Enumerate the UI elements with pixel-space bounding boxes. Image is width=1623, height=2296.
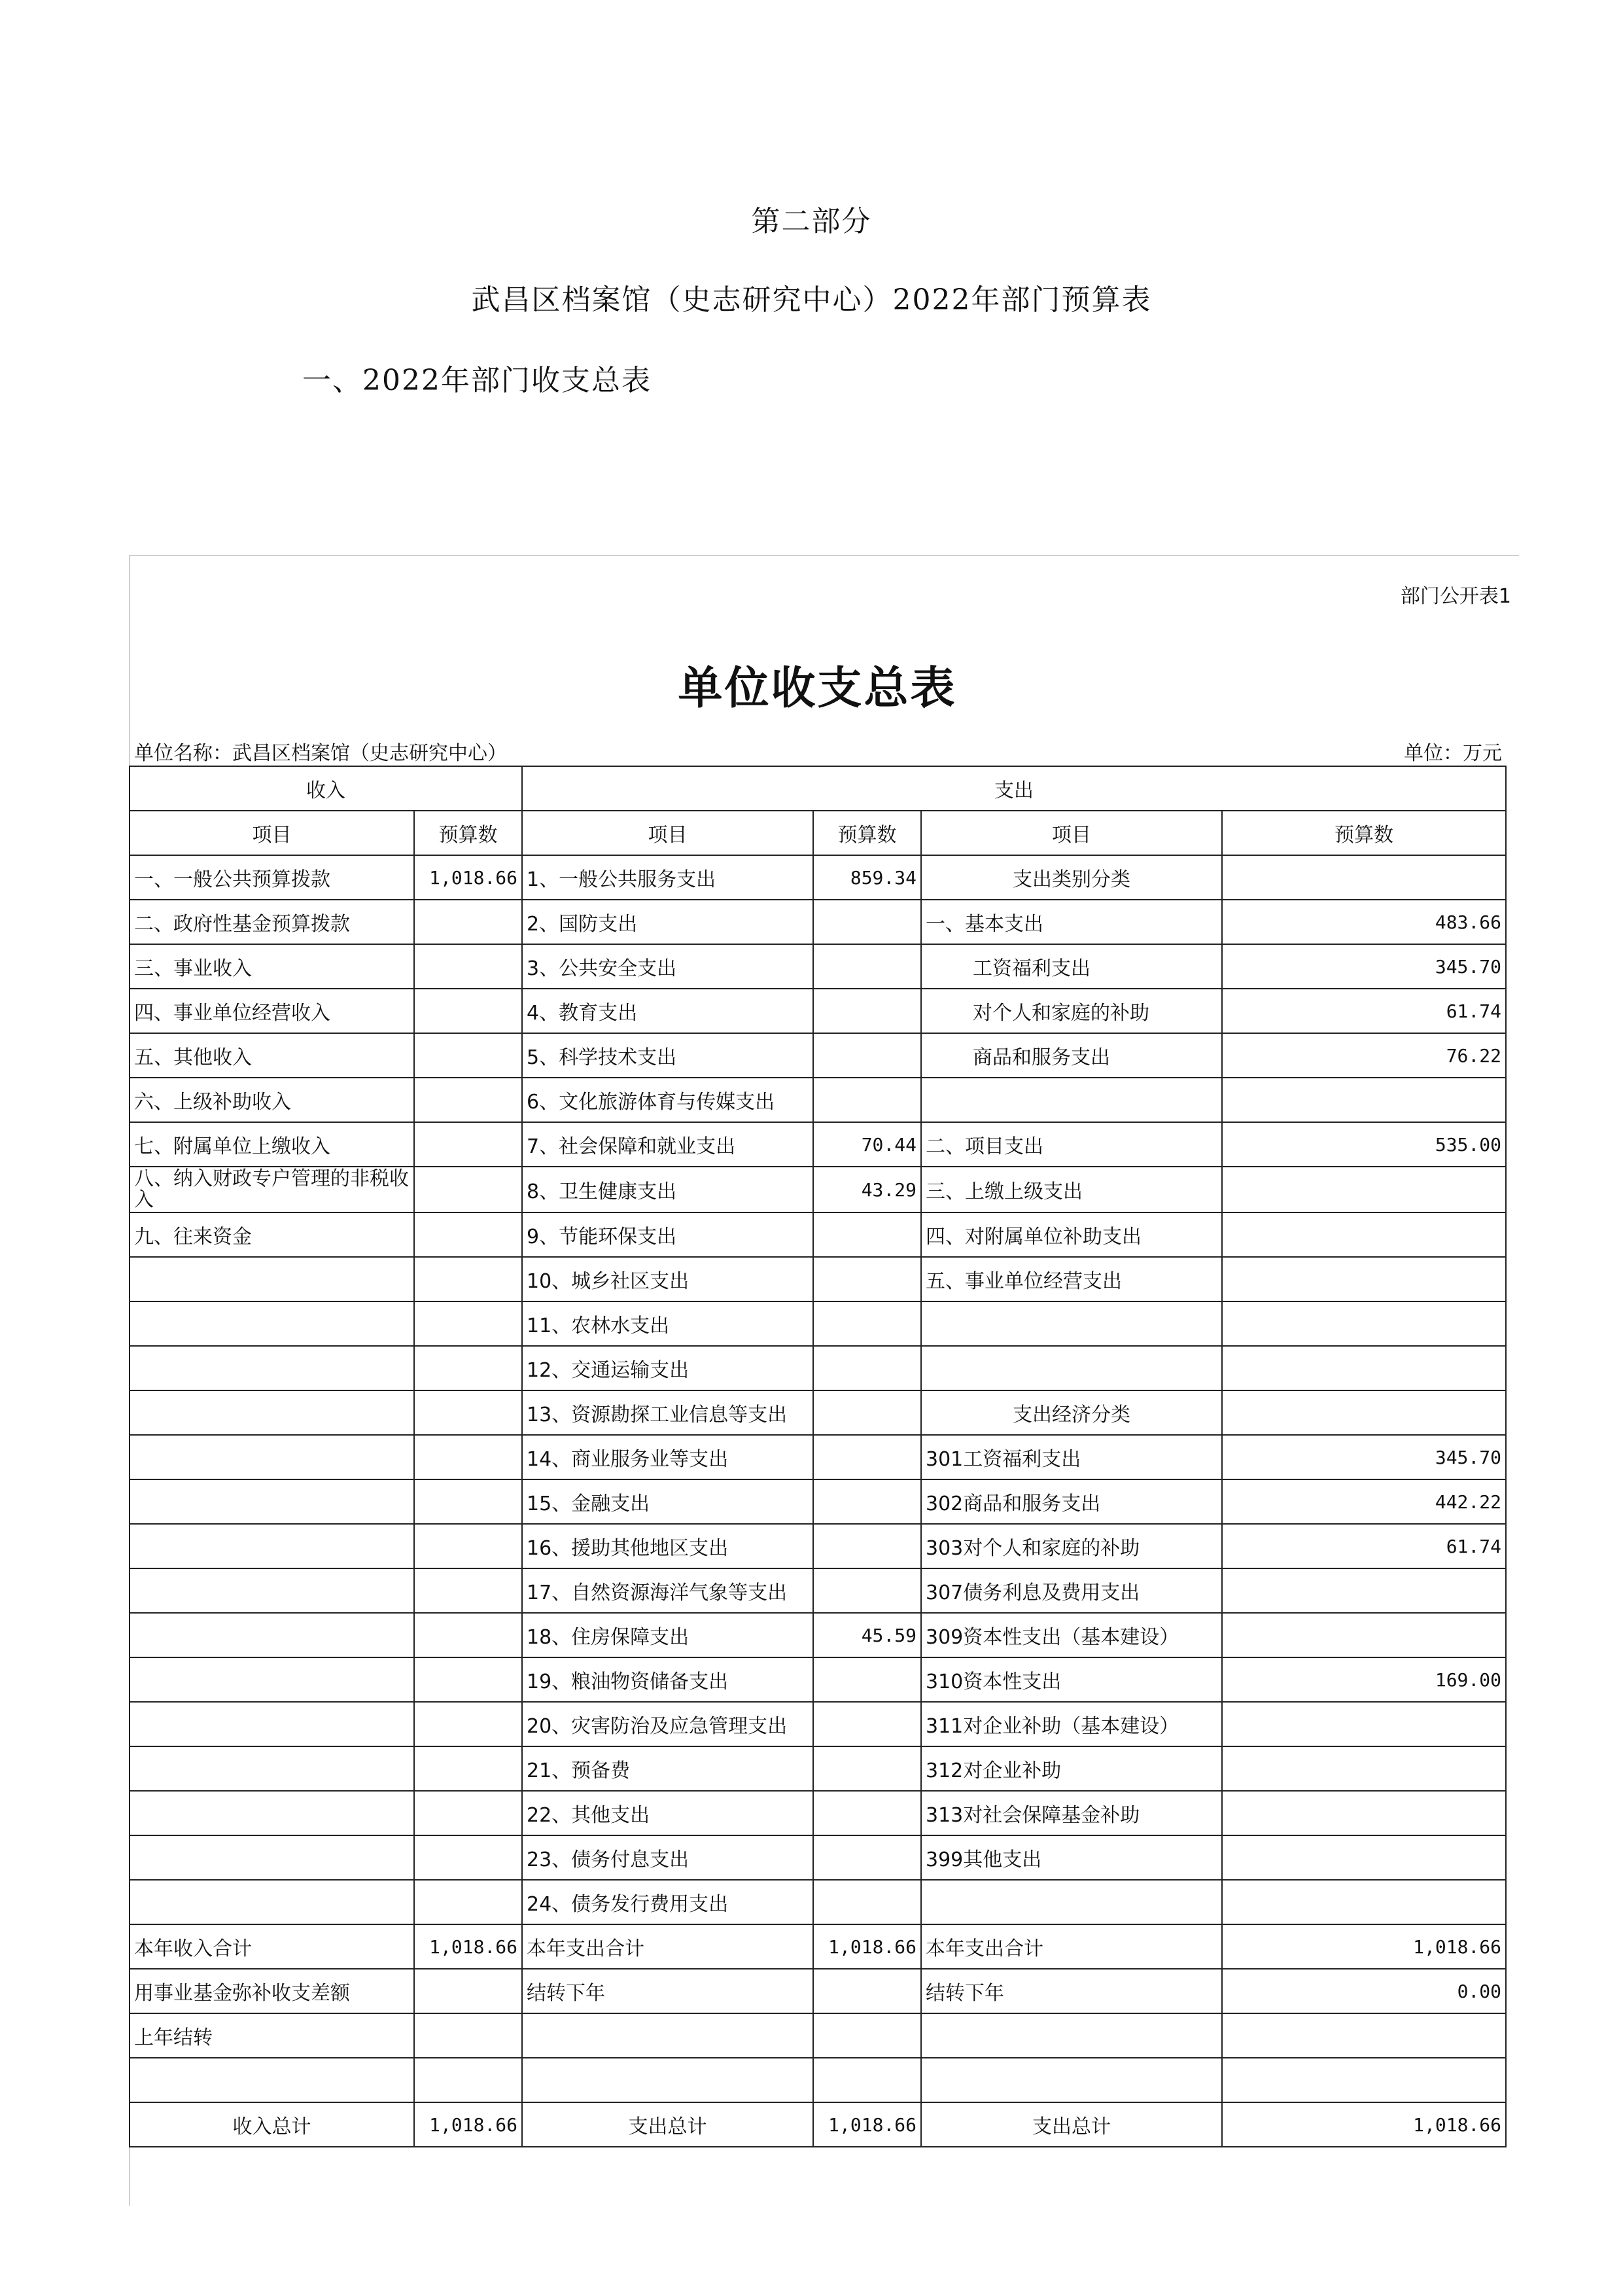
expense-category-amount-cell (1222, 2058, 1506, 2102)
expense-category-cell: 本年支出合计 (921, 1924, 1222, 1969)
income-amount-cell: 1,018.66 (414, 1924, 522, 1969)
expense-function-amount-cell (813, 1568, 921, 1613)
expense-function-amount-cell: 43.29 (813, 1167, 921, 1212)
income-item-cell (130, 1746, 414, 1791)
table-row (130, 1122, 1506, 1167)
expense-category-amount-cell (1222, 1746, 1506, 1791)
expense-category-cell: 工资福利支出 (921, 944, 1222, 989)
expense-function-cell: 24、债务发行费用支出 (522, 1880, 813, 1924)
table-row (130, 944, 1506, 989)
expense-function-amount-cell (813, 1479, 921, 1524)
income-item-cell (130, 1301, 414, 1346)
expense-function-cell: 4、教育支出 (522, 989, 813, 1033)
expense-category-cell: 商品和服务支出 (921, 1033, 1222, 1078)
table-row (130, 1791, 1506, 1835)
income-item-cell (130, 1880, 414, 1924)
expense-category-amount-cell: 1,018.66 (1222, 2102, 1506, 2147)
expense-function-amount-cell (813, 1657, 921, 1702)
income-amount-cell (414, 1122, 522, 1167)
income-item-cell (130, 1257, 414, 1301)
expense-function-amount-cell (813, 989, 921, 1033)
section-title: 一、2022年部门收支总表 (302, 364, 652, 397)
table-row (130, 2013, 1506, 2058)
expense-category-amount-cell (1222, 1613, 1506, 1657)
income-item-cell: 用事业基金弥补收支差额 (130, 1969, 414, 2013)
expense-category-amount-cell: 61.74 (1222, 1524, 1506, 1568)
income-item-cell: 四、事业单位经营收入 (130, 989, 414, 1033)
document-title: 武昌区档案馆（史志研究中心）2022年部门预算表 (471, 283, 1152, 317)
expense-function-amount-cell (813, 1435, 921, 1479)
table-row (130, 855, 1506, 900)
table-row (130, 1524, 1506, 1568)
expense-category-amount-cell: 535.00 (1222, 1122, 1506, 1167)
unit-label: 单位：万元 (1404, 742, 1502, 765)
expense-category-amount-cell: 1,018.66 (1222, 1924, 1506, 1969)
income-amount-cell (414, 989, 522, 1033)
income-amount-cell (414, 1791, 522, 1835)
income-amount-cell (414, 1033, 522, 1078)
table-row (130, 1479, 1506, 1524)
expense-category-amount-cell (1222, 1301, 1506, 1346)
income-amount-cell (414, 2058, 522, 2102)
table-row (130, 2058, 1506, 2102)
income-amount-cell: 1,018.66 (414, 855, 522, 900)
expense-function-cell: 10、城乡社区支出 (522, 1257, 813, 1301)
income-amount-cell (414, 1613, 522, 1657)
expense-function-cell: 3、公共安全支出 (522, 944, 813, 989)
income-amount-cell (414, 1078, 522, 1122)
expense-category-cell: 303对个人和家庭的补助 (921, 1524, 1222, 1568)
expense-function-amount-cell: 45.59 (813, 1613, 921, 1657)
expense-function-amount-cell (813, 2058, 921, 2102)
expense-category-amount-cell (1222, 1791, 1506, 1835)
expense-function-cell: 16、援助其他地区支出 (522, 1524, 813, 1568)
col-header-amount: 预算数 (813, 811, 921, 855)
expense-function-cell: 15、金融支出 (522, 1479, 813, 1524)
income-amount-cell (414, 1969, 522, 2013)
expense-function-amount-cell: 70.44 (813, 1122, 921, 1167)
income-amount-cell (414, 1880, 522, 1924)
table-row (130, 1078, 1506, 1122)
expense-function-amount-cell (813, 1390, 921, 1435)
income-item-cell: 本年收入合计 (130, 1924, 414, 1969)
expense-function-amount-cell (813, 1835, 921, 1880)
expense-category-cell: 对个人和家庭的补助 (921, 989, 1222, 1033)
income-header: 收入 (130, 766, 522, 811)
expense-category-amount-cell (1222, 1880, 1506, 1924)
income-amount-cell (414, 1657, 522, 1702)
expense-function-cell: 22、其他支出 (522, 1791, 813, 1835)
income-item-cell (130, 1835, 414, 1880)
expense-function-cell: 本年支出合计 (522, 1924, 813, 1969)
expense-function-cell: 5、科学技术支出 (522, 1033, 813, 1078)
expense-category-cell: 311对企业补助（基本建设） (921, 1702, 1222, 1746)
income-amount-cell (414, 1167, 522, 1212)
expense-category-amount-cell: 345.70 (1222, 1435, 1506, 1479)
income-amount-cell (414, 1568, 522, 1613)
expense-function-cell: 23、债务付息支出 (522, 1835, 813, 1880)
income-item-cell (130, 1390, 414, 1435)
header-row-columns (130, 811, 1506, 855)
income-amount-cell (414, 1212, 522, 1257)
expense-category-amount-cell: 76.22 (1222, 1033, 1506, 1078)
expense-function-cell: 8、卫生健康支出 (522, 1167, 813, 1212)
expense-category-cell: 支出类别分类 (921, 855, 1222, 900)
expense-function-cell: 7、社会保障和就业支出 (522, 1122, 813, 1167)
table-row (130, 2102, 1506, 2147)
expense-category-amount-cell (1222, 1568, 1506, 1613)
budget-sheet (129, 555, 1511, 2206)
col-header-amount: 预算数 (414, 811, 522, 855)
expense-category-cell: 312对企业补助 (921, 1746, 1222, 1791)
expense-function-amount-cell (813, 2013, 921, 2058)
table-row (130, 1880, 1506, 1924)
income-amount-cell (414, 1524, 522, 1568)
expense-category-amount-cell: 61.74 (1222, 989, 1506, 1033)
income-item-cell: 六、上级补助收入 (130, 1078, 414, 1122)
table-row (130, 900, 1506, 944)
expense-function-amount-cell (813, 900, 921, 944)
col-header-item: 项目 (921, 811, 1222, 855)
expense-function-amount-cell (813, 1346, 921, 1390)
income-amount-cell (414, 1835, 522, 1880)
expense-category-cell: 支出经济分类 (921, 1390, 1222, 1435)
col-header-item: 项目 (522, 811, 813, 855)
table-row (130, 1657, 1506, 1702)
table-row (130, 1613, 1506, 1657)
expense-category-amount-cell (1222, 1078, 1506, 1122)
expense-category-amount-cell: 483.66 (1222, 900, 1506, 944)
expense-category-cell: 301工资福利支出 (921, 1435, 1222, 1479)
expense-category-cell (921, 1346, 1222, 1390)
expense-function-cell: 9、节能环保支出 (522, 1212, 813, 1257)
expense-function-amount-cell (813, 1212, 921, 1257)
part-heading: 第二部分 (751, 205, 872, 238)
header-row-group (130, 766, 1506, 811)
expense-category-cell: 五、事业单位经营支出 (921, 1257, 1222, 1301)
income-item-cell (130, 1346, 414, 1390)
summary-table (129, 766, 1507, 2147)
expense-function-cell: 支出总计 (522, 2102, 813, 2147)
income-amount-cell (414, 900, 522, 944)
expense-function-cell: 1、一般公共服务支出 (522, 855, 813, 900)
expense-category-cell: 399其他支出 (921, 1835, 1222, 1880)
col-header-item: 项目 (130, 811, 414, 855)
income-item-cell (130, 1524, 414, 1568)
expense-function-cell: 17、自然资源海洋气象等支出 (522, 1568, 813, 1613)
expense-category-amount-cell (1222, 2013, 1506, 2058)
expense-function-cell: 11、农林水支出 (522, 1301, 813, 1346)
expense-category-cell: 二、项目支出 (921, 1122, 1222, 1167)
income-amount-cell (414, 1390, 522, 1435)
expense-function-amount-cell: 1,018.66 (813, 1924, 921, 1969)
expense-function-amount-cell (813, 1301, 921, 1346)
expense-function-amount-cell (813, 1524, 921, 1568)
expense-category-amount-cell (1222, 1167, 1506, 1212)
income-item-cell: 一、一般公共预算拨款 (130, 855, 414, 900)
income-item-cell: 九、往来资金 (130, 1212, 414, 1257)
income-item-cell (130, 1702, 414, 1746)
col-header-amount: 预算数 (1222, 811, 1506, 855)
expense-category-amount-cell: 345.70 (1222, 944, 1506, 989)
income-item-cell (130, 2058, 414, 2102)
expense-category-amount-cell (1222, 855, 1506, 900)
expense-category-amount-cell (1222, 1702, 1506, 1746)
income-item-cell (130, 1435, 414, 1479)
expense-function-amount-cell (813, 1702, 921, 1746)
expense-category-amount-cell (1222, 1835, 1506, 1880)
expense-function-amount-cell (813, 944, 921, 989)
expense-category-cell (921, 1301, 1222, 1346)
income-item-cell (130, 1657, 414, 1702)
expense-function-amount-cell (813, 1257, 921, 1301)
expense-category-cell (921, 2013, 1222, 2058)
expense-function-cell: 13、资源勘探工业信息等支出 (522, 1390, 813, 1435)
sheet-grid-line (129, 555, 1519, 556)
table-row (130, 989, 1506, 1033)
income-item-cell: 八、纳入财政专户管理的非税收入 (130, 1167, 414, 1212)
income-amount-cell (414, 1301, 522, 1346)
income-amount-cell (414, 1746, 522, 1791)
expense-category-cell: 313对社会保障基金补助 (921, 1791, 1222, 1835)
income-item-cell (130, 1613, 414, 1657)
expense-category-cell: 结转下年 (921, 1969, 1222, 2013)
table-row (130, 1390, 1506, 1435)
expense-function-amount-cell (813, 1746, 921, 1791)
income-item-cell: 五、其他收入 (130, 1033, 414, 1078)
table-row (130, 1835, 1506, 1880)
expense-category-cell: 307债务利息及费用支出 (921, 1568, 1222, 1613)
table-row (130, 1346, 1506, 1390)
income-item-cell (130, 1791, 414, 1835)
table-row (130, 1212, 1506, 1257)
table-row (130, 1969, 1506, 2013)
expense-header: 支出 (522, 766, 1506, 811)
expense-category-cell: 310资本性支出 (921, 1657, 1222, 1702)
expense-function-cell: 21、预备费 (522, 1746, 813, 1791)
expense-function-cell: 18、住房保障支出 (522, 1613, 813, 1657)
table-row (130, 1924, 1506, 1969)
expense-function-amount-cell (813, 1791, 921, 1835)
expense-category-cell: 三、上缴上级支出 (921, 1167, 1222, 1212)
expense-function-cell (522, 2058, 813, 2102)
expense-function-amount-cell (813, 1880, 921, 1924)
expense-function-cell: 结转下年 (522, 1969, 813, 2013)
expense-category-amount-cell: 169.00 (1222, 1657, 1506, 1702)
income-item-cell: 收入总计 (130, 2102, 414, 2147)
income-item-cell (130, 1568, 414, 1613)
table-row (130, 1301, 1506, 1346)
income-item-cell (130, 1479, 414, 1524)
income-amount-cell (414, 1257, 522, 1301)
expense-category-cell: 支出总计 (921, 2102, 1222, 2147)
table-row (130, 1435, 1506, 1479)
expense-category-cell: 四、对附属单位补助支出 (921, 1212, 1222, 1257)
income-item-cell: 三、事业收入 (130, 944, 414, 989)
expense-function-cell: 12、交通运输支出 (522, 1346, 813, 1390)
table-row (130, 1257, 1506, 1301)
income-amount-cell (414, 944, 522, 989)
expense-category-cell: 一、基本支出 (921, 900, 1222, 944)
expense-category-amount-cell (1222, 1390, 1506, 1435)
table-row (130, 1167, 1506, 1212)
income-amount-cell: 1,018.66 (414, 2102, 522, 2147)
expense-category-amount-cell (1222, 1257, 1506, 1301)
income-item-cell: 上年结转 (130, 2013, 414, 2058)
expense-function-amount-cell (813, 1969, 921, 2013)
income-amount-cell (414, 1435, 522, 1479)
unit-name-label: 单位名称：武昌区档案馆（史志研究中心） (134, 742, 507, 765)
expense-category-cell: 302商品和服务支出 (921, 1479, 1222, 1524)
expense-function-amount-cell: 1,018.66 (813, 2102, 921, 2147)
table-row (130, 1033, 1506, 1078)
expense-function-cell: 14、商业服务业等支出 (522, 1435, 813, 1479)
income-amount-cell (414, 2013, 522, 2058)
expense-category-amount-cell (1222, 1212, 1506, 1257)
expense-category-amount-cell: 0.00 (1222, 1969, 1506, 2013)
expense-function-amount-cell: 859.34 (813, 855, 921, 900)
income-amount-cell (414, 1702, 522, 1746)
expense-category-cell (921, 2058, 1222, 2102)
expense-function-cell (522, 2013, 813, 2058)
expense-category-cell (921, 1078, 1222, 1122)
expense-function-amount-cell (813, 1078, 921, 1122)
expense-function-cell: 20、灾害防治及应急管理支出 (522, 1702, 813, 1746)
expense-function-cell: 19、粮油物资储备支出 (522, 1657, 813, 1702)
income-item-cell: 七、附属单位上缴收入 (130, 1122, 414, 1167)
expense-category-cell (921, 1880, 1222, 1924)
expense-category-cell: 309资本性支出（基本建设） (921, 1613, 1222, 1657)
expense-category-amount-cell: 442.22 (1222, 1479, 1506, 1524)
income-item-cell: 二、政府性基金预算拨款 (130, 900, 414, 944)
table-row (130, 1568, 1506, 1613)
table-code: 部门公开表1 (1400, 585, 1511, 608)
expense-function-amount-cell (813, 1033, 921, 1078)
income-amount-cell (414, 1346, 522, 1390)
expense-function-cell: 2、国防支出 (522, 900, 813, 944)
income-amount-cell (414, 1479, 522, 1524)
table-title: 单位收支总表 (678, 663, 957, 715)
expense-function-cell: 6、文化旅游体育与传媒支出 (522, 1078, 813, 1122)
expense-category-amount-cell (1222, 1346, 1506, 1390)
table-row (130, 1746, 1506, 1791)
table-row (130, 1702, 1506, 1746)
